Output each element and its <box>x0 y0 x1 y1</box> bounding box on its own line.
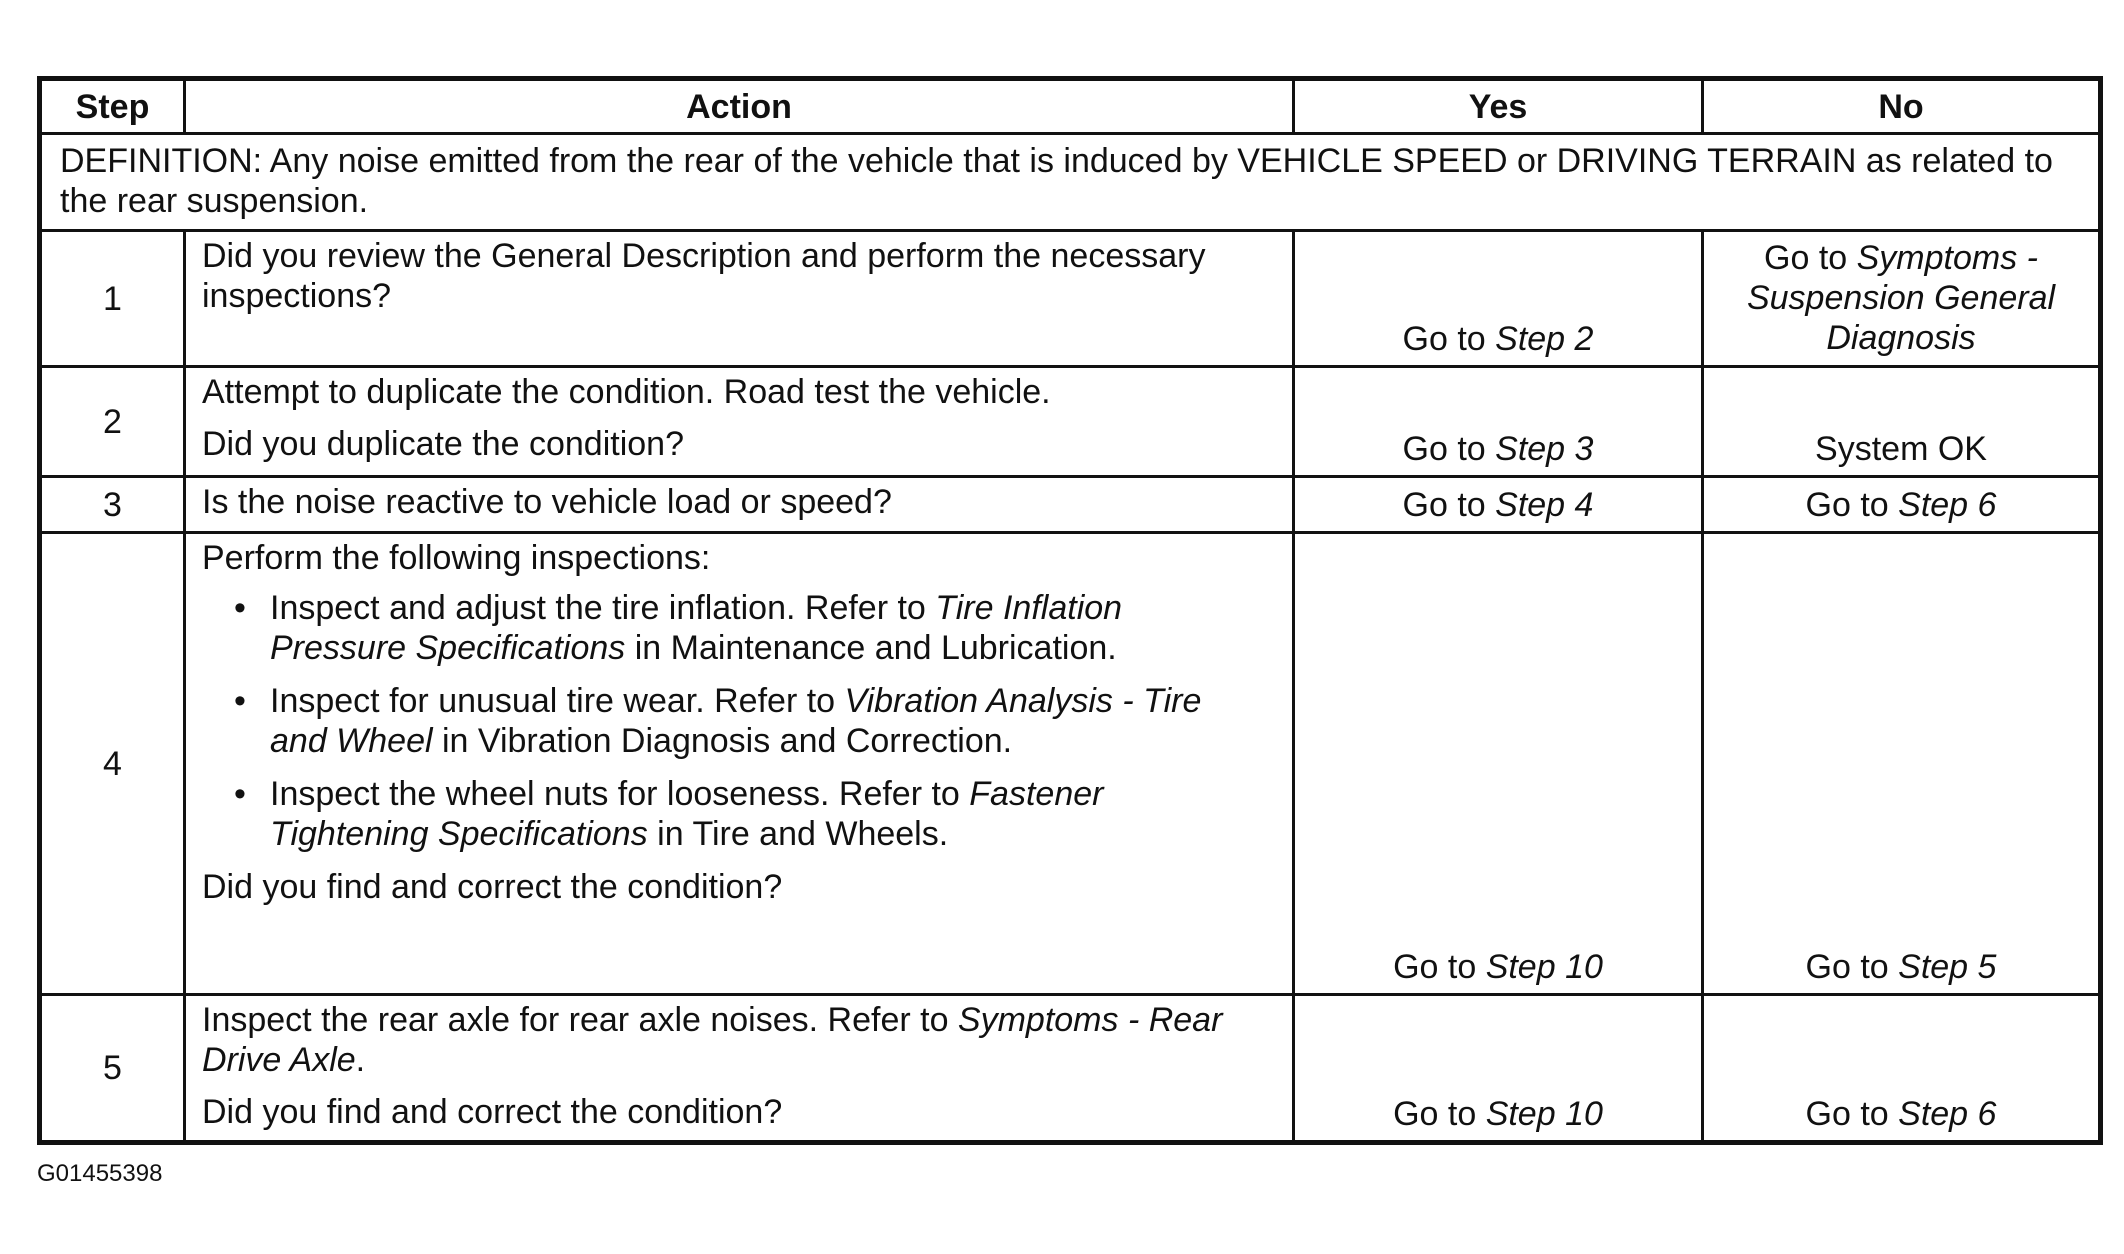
table-row <box>40 231 2101 367</box>
header-row <box>40 79 2101 134</box>
step-number: 3 <box>40 477 185 533</box>
action-cell <box>185 995 1294 1143</box>
table-row <box>40 533 2101 995</box>
action-ref: Symptoms - Rear Drive Axle <box>202 1001 1223 1079</box>
inspection-list <box>202 588 1278 854</box>
yes-cell <box>1294 231 1703 367</box>
action-question: Did you duplicate the condition? <box>202 425 684 463</box>
action-question: Did you find and correct the condition? <box>202 868 783 906</box>
yes-prefix: Go to <box>1393 1095 1486 1133</box>
definition-text: DEFINITION: Any noise emitted from the rear of the vehicle that is induced by VEHICLE SPEED or DRIVING TERRAIN as related to the rear suspension. <box>40 134 2101 231</box>
no-cell <box>1703 533 2101 995</box>
no-text: System OK <box>1815 430 1987 468</box>
yes-cell <box>1294 533 1703 995</box>
action-cell <box>185 477 1294 533</box>
yes-prefix: Go to <box>1402 486 1496 524</box>
yes-step-ref: Step 10 <box>1485 948 1603 986</box>
definition-row <box>40 134 2101 231</box>
figure-id: G01455398 <box>37 1160 163 1187</box>
bullet-text: Inspect the wheel nuts for looseness. Refer to <box>270 775 970 813</box>
header-yes: Yes <box>1294 79 1703 134</box>
bullet-ref: Vibration Analysis - Tire and Wheel <box>270 682 1202 760</box>
action-text-end: . <box>355 1041 366 1079</box>
yes-prefix: Go to <box>1402 320 1496 358</box>
no-prefix: Go to <box>1764 239 1857 277</box>
yes-prefix: Go to <box>1393 948 1486 986</box>
no-prefix: Go to <box>1805 1095 1899 1133</box>
step-number: 2 <box>40 367 185 477</box>
header-no: No <box>1703 79 2101 134</box>
no-cell <box>1703 477 2101 533</box>
yes-prefix: Go to <box>1402 430 1496 468</box>
action-text <box>202 1000 1278 1080</box>
action-text: Is the noise reactive to vehicle load or speed? <box>202 483 892 521</box>
bullet-ref: Tire Inflation Pressure Specifications <box>270 589 1123 667</box>
no-ref: Symptoms - Suspension General Diagnosis <box>1746 239 2056 357</box>
yes-cell <box>1294 995 1703 1143</box>
no-prefix: Go to <box>1805 486 1899 524</box>
action-text-start: Inspect the rear axle for rear axle noises. Refer to <box>202 1001 958 1039</box>
no-step-ref: Step 5 <box>1898 948 1997 986</box>
bullet-text-end: in Tire and Wheels. <box>647 815 949 853</box>
table-row <box>40 995 2101 1143</box>
no-cell <box>1703 367 2101 477</box>
no-cell <box>1703 995 2101 1143</box>
bullet-ref: Fastener Tightening Specifications <box>270 775 1104 853</box>
bullet-text-end: in Vibration Diagnosis and Correction. <box>432 722 1013 760</box>
list-item <box>270 588 1278 668</box>
yes-step-ref: Step 2 <box>1495 320 1594 358</box>
bullet-text: Inspect for unusual tire wear. Refer to <box>270 682 845 720</box>
no-step-ref: Step 6 <box>1898 486 1997 524</box>
action-text: Did you review the General Description and perform the necessary inspections? <box>202 237 1206 315</box>
no-step-ref: Step 6 <box>1898 1095 1997 1133</box>
action-text: Perform the following inspections: <box>202 539 711 577</box>
table-row <box>40 477 2101 533</box>
yes-step-ref: Step 3 <box>1495 430 1594 468</box>
step-number: 5 <box>40 995 185 1143</box>
action-cell <box>185 231 1294 367</box>
step-number: 1 <box>40 231 185 367</box>
table-row <box>40 367 2101 477</box>
no-cell <box>1703 231 2101 367</box>
list-item <box>270 681 1278 761</box>
diagnostic-table <box>37 76 2103 1145</box>
list-item <box>270 774 1278 854</box>
yes-cell <box>1294 477 1703 533</box>
action-cell <box>185 533 1294 995</box>
bullet-text-end: in Maintenance and Lubrication. <box>625 629 1117 667</box>
bullet-text: Inspect and adjust the tire inflation. Refer to <box>270 589 936 627</box>
step-number: 4 <box>40 533 185 995</box>
action-cell <box>185 367 1294 477</box>
action-text: Attempt to duplicate the condition. Road test the vehicle. <box>202 373 1051 411</box>
header-action: Action <box>185 79 1294 134</box>
header-step: Step <box>40 79 185 134</box>
yes-step-ref: Step 10 <box>1485 1095 1603 1133</box>
no-prefix: Go to <box>1805 948 1899 986</box>
yes-cell <box>1294 367 1703 477</box>
action-question: Did you find and correct the condition? <box>202 1093 783 1131</box>
yes-step-ref: Step 4 <box>1495 486 1594 524</box>
